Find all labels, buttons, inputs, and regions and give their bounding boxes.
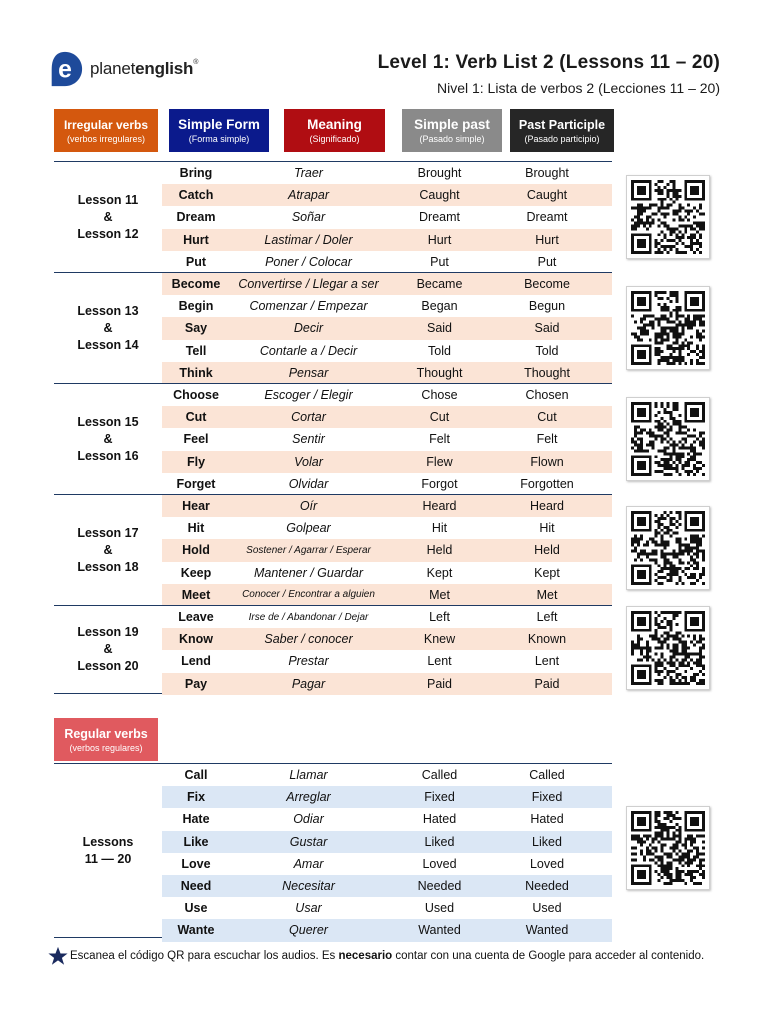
table-row: Meet Conocer / Encontrar a alguien Met Met	[162, 584, 612, 606]
table-row: Like Gustar Liked Liked	[162, 831, 612, 853]
qr-code-icon	[631, 611, 705, 685]
table-row: Keep Mantener / Guardar Kept Kept	[180, 565, 560, 580]
table-row: Choose Escoger / Elegir Chose Chosen	[173, 388, 569, 403]
planetenglish-logo-icon	[46, 50, 84, 88]
table-row: Love Amar Loved Loved	[181, 856, 565, 871]
table-row: Begin Comenzar / Empezar Began Begun	[178, 299, 566, 314]
table-row: Catch Atrapar Caught Caught	[162, 184, 612, 206]
table-row: Hold Sostener / Agarrar / Esperar Held Held	[162, 539, 612, 561]
verb-group-lessons-17-18	[54, 494, 612, 605]
table-row: Become Convertirse / Llegar a ser Became Become	[162, 273, 612, 295]
group-label: Lesson 15 & Lesson 16	[77, 414, 139, 463]
svg-text:e: e	[58, 56, 72, 84]
table-row: Forget Olvidar Forgot Forgotten	[176, 476, 574, 491]
verb-group-regular	[54, 763, 612, 938]
table-row: Fly Volar Flew Flown	[162, 451, 612, 473]
header-simple-past: Simple past (Pasado simple)	[402, 109, 502, 152]
verb-group-lessons-19-20	[54, 605, 612, 694]
table-row: Leave Irse de / Abandonar / Dejar Left Left	[178, 610, 558, 625]
group-label: Lesson 19 & Lesson 20	[77, 625, 139, 673]
star-icon	[48, 946, 68, 966]
table-row: Fix Arreglar Fixed Fixed	[162, 786, 612, 808]
table-row: Hate Odiar Hated Hated	[182, 812, 564, 827]
header-regular-verbs: Regular verbs (verbos regulares)	[54, 718, 158, 761]
group-label: Lessons 11 — 20	[82, 834, 134, 866]
group-label: Lesson 17 & Lesson 18	[77, 525, 139, 574]
qr-code-lessons-15-16[interactable]	[626, 397, 710, 481]
table-row: Hurt Lastimar / Doler Hurt Hurt	[162, 229, 612, 251]
table-row: Put Poner / Colocar Put Put	[185, 254, 557, 269]
table-row: Bring Traer Brought Brought	[179, 166, 569, 181]
qr-code-icon	[631, 811, 705, 885]
table-row: Hear Oír Heard Heard	[162, 495, 612, 517]
table-row: Dream Soñar Dreamt Dreamt	[176, 210, 568, 225]
page-subtitle: Nivel 1: Lista de verbos 2 (Lecciones 11 – 20)	[436, 80, 720, 96]
qr-code-lessons-19-20[interactable]	[626, 606, 710, 690]
table-row: Need Necesitar Needed Needed	[162, 875, 612, 897]
table-row: Call Llamar Called Called	[184, 768, 565, 783]
table-row: Know Saber / conocer Knew Known	[162, 628, 612, 650]
table-row: Cut Cortar Cut Cut	[162, 406, 612, 428]
table-row: Lend Prestar Lent Lent	[181, 654, 560, 669]
table-row: Pay Pagar Paid Paid	[162, 673, 612, 695]
table-row: Hit Golpear Hit Hit	[187, 521, 555, 536]
header-simple-form: Simple Form (Forma simple)	[169, 109, 269, 152]
group-label: Lesson 13 & Lesson 14	[77, 303, 139, 352]
verb-group-lessons-15-16	[54, 383, 612, 494]
verb-group-lessons-11-12	[54, 161, 612, 272]
qr-code-icon	[631, 511, 705, 585]
table-row: Tell Contarle a / Decir Told Told	[185, 343, 559, 358]
qr-code-regular-verbs[interactable]	[626, 806, 710, 890]
table-row: Think Pensar Thought Thought	[162, 362, 612, 384]
planetenglish-logo	[46, 50, 198, 88]
footer-text: Escanea el código QR para escuchar los audios. Es necesario contar con una cuenta de Google para acceder al contenido.	[70, 950, 705, 962]
qr-code-icon	[631, 291, 705, 365]
table-row: Feel Sentir Felt Felt	[183, 432, 558, 447]
page-title: Level 1: Verb List 2 (Lessons 11 – 20)	[377, 52, 720, 73]
table-row: Wante Querer Wanted Wanted	[162, 919, 612, 941]
header-irregular-verbs: Irregular verbs (verbos irregulares)	[54, 109, 158, 152]
header-meaning: Meaning (Significado)	[284, 109, 385, 152]
footer-note	[48, 946, 704, 966]
logo-wordmark: planetenglish®	[90, 59, 199, 78]
table-row: Use Usar Used Used	[184, 901, 562, 916]
group-label: Lesson 11 & Lesson 12	[77, 192, 139, 241]
header-past-participle: Past Participle (Pasado participio)	[510, 109, 614, 152]
qr-code-icon	[631, 402, 705, 476]
qr-code-lessons-11-12[interactable]	[626, 175, 710, 259]
table-row: Say Decir Said Said	[162, 317, 612, 339]
verb-group-lessons-13-14	[54, 272, 612, 383]
qr-code-lessons-17-18[interactable]	[626, 506, 710, 590]
qr-code-icon	[631, 180, 705, 254]
qr-code-lessons-13-14[interactable]	[626, 286, 710, 370]
